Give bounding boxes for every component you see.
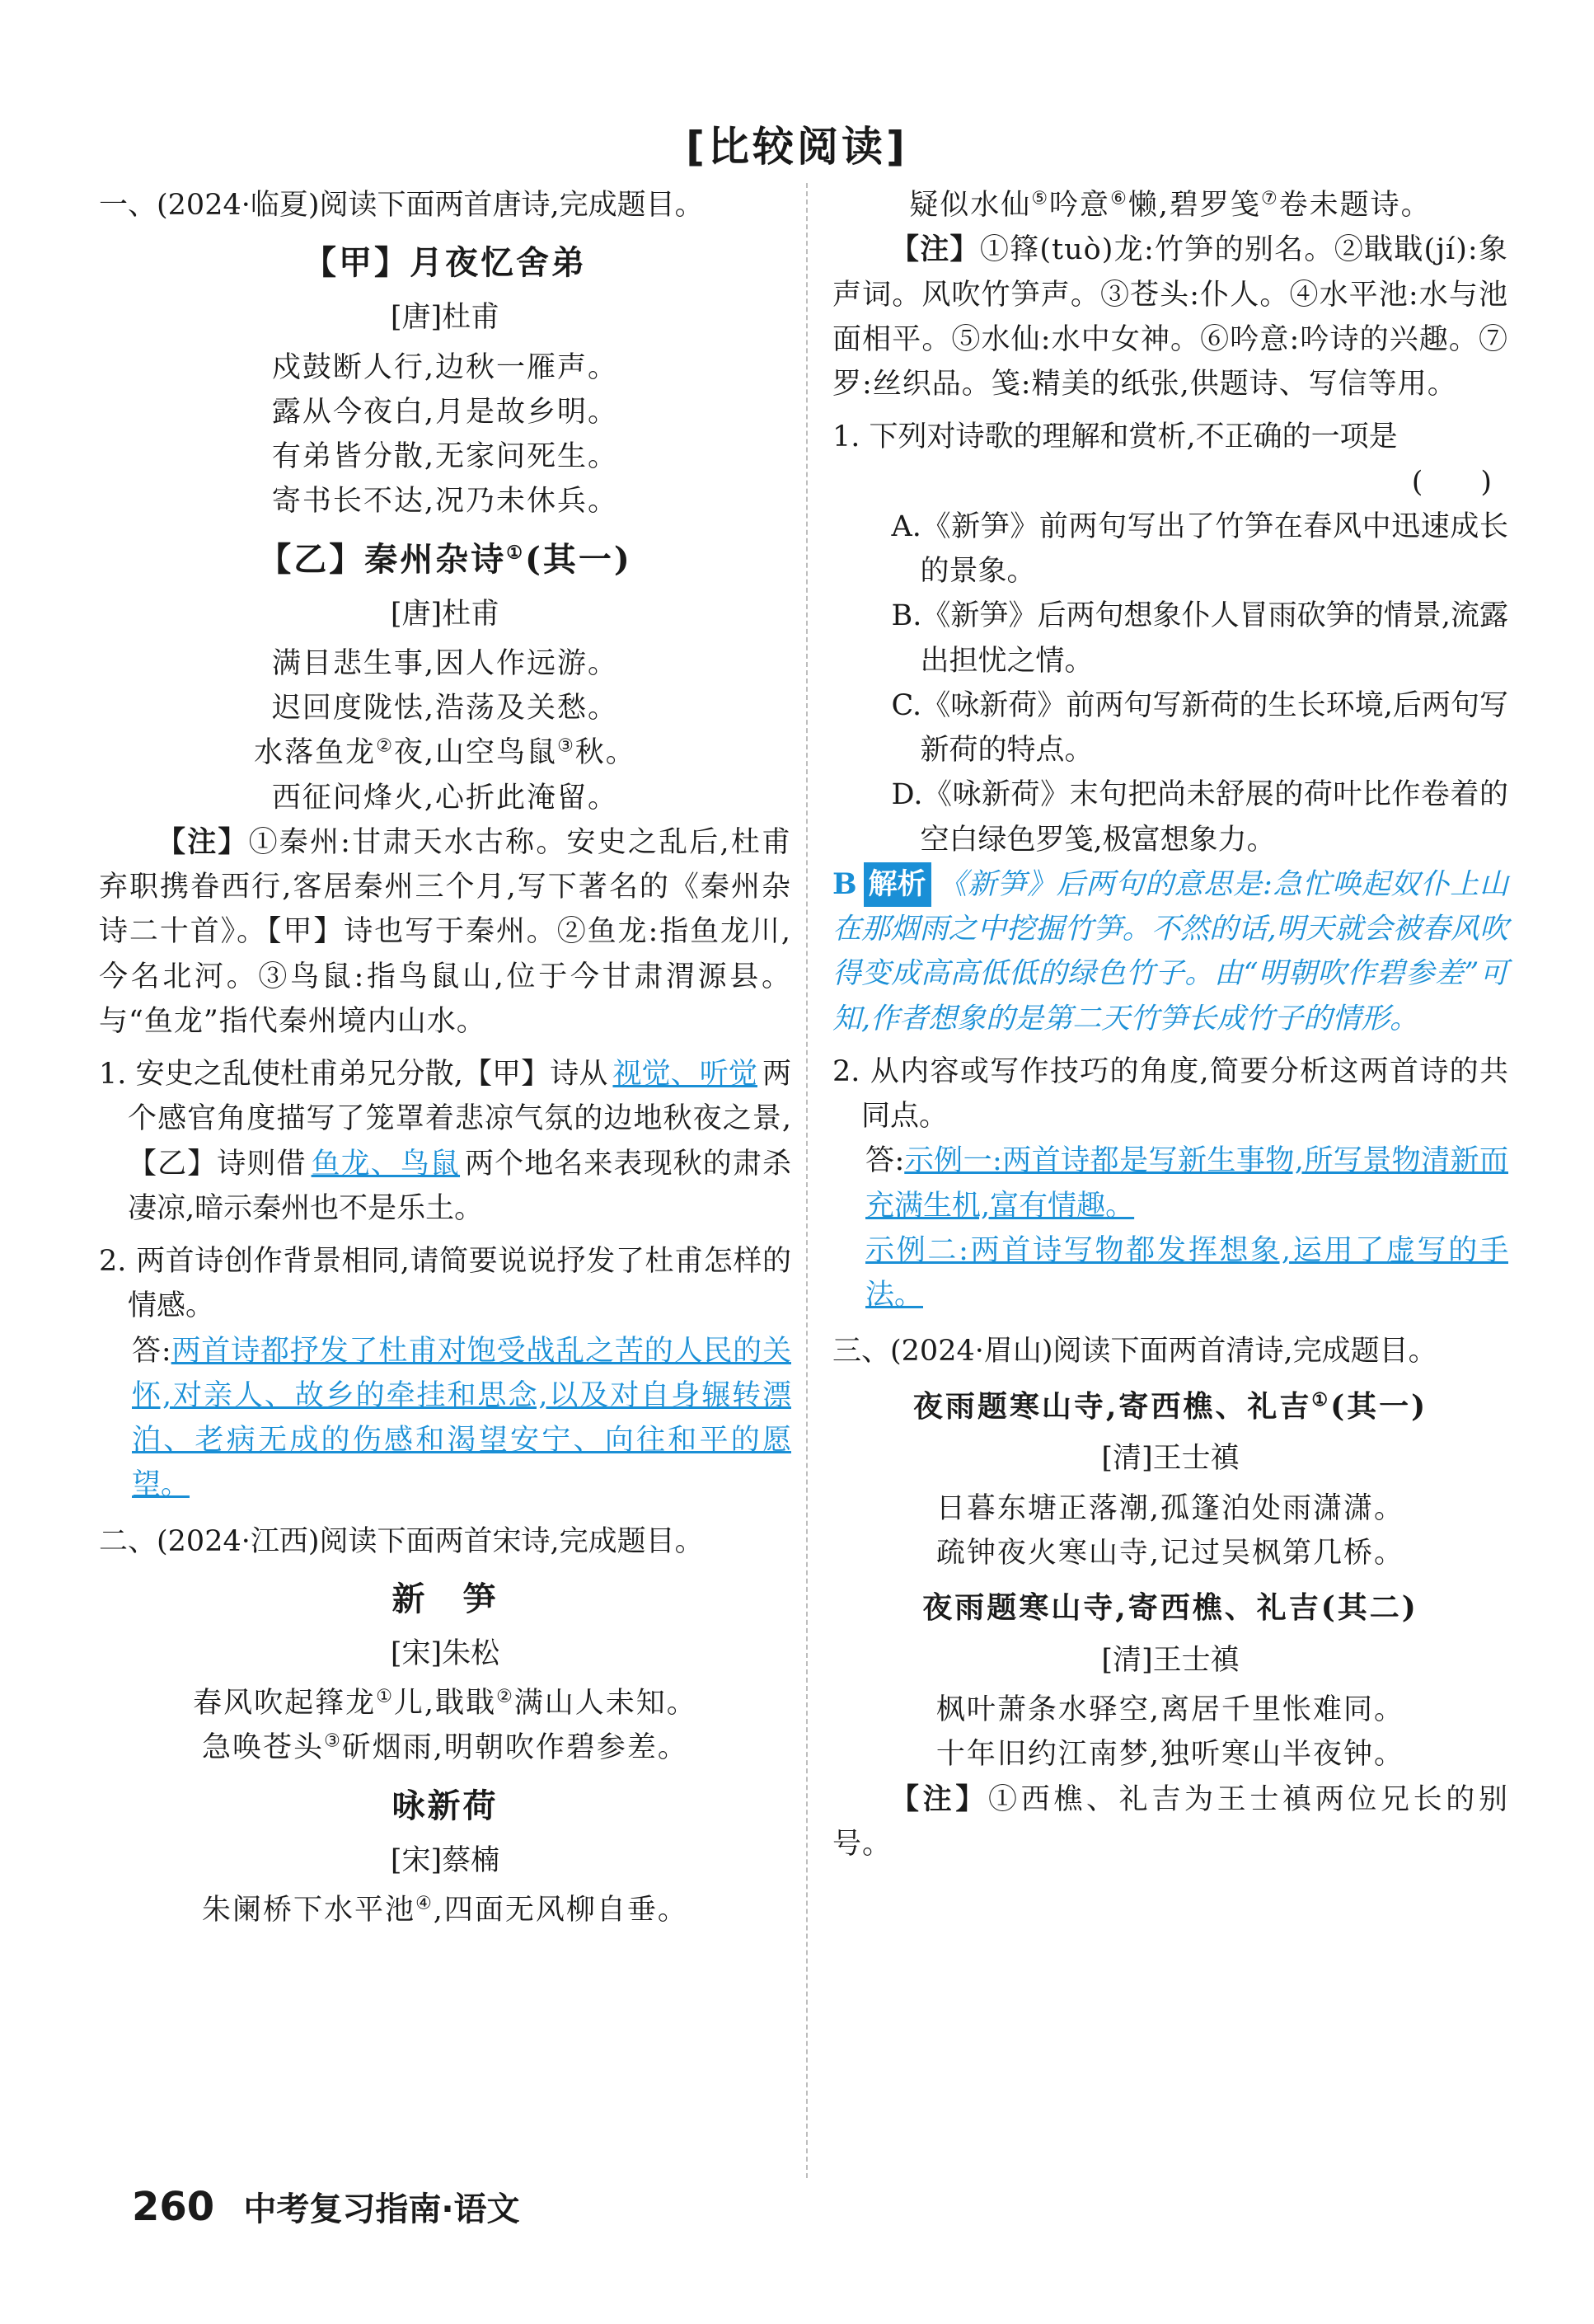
section-3-heading: 三、(2024·眉山)阅读下面两首清诗,完成题目。 [832,1335,1437,1369]
poem-d-author: [宋]蔡楠 [390,1843,500,1877]
poem-e-title: 夜雨题寒山寺,寄西樵、礼吉①(其一) [912,1388,1428,1424]
poem-b-line: 迟回度陇怯,浩荡及关愁。 [271,692,619,725]
answer-parentheses: ( ) [1411,465,1492,499]
question-2: 2. 两首诗创作背景相同,请简要说说抒发了杜甫怎样的情感。 [99,1245,791,1323]
poem-f-line: 枫叶萧条水驿空,离居千里怅难同。 [935,1693,1405,1727]
question-1: 1. 安史之乱使杜甫弟兄分散,【甲】诗从 视觉、听觉 两个感官角度描写了笼罩着悲凉气氛的边地秋夜之景,【乙】诗则借 鱼龙、鸟鼠 两个地名来表现秋的肃杀凄凉,暗示秦州也不是乐土。 [99,1058,791,1225]
left-column [99,183,791,1932]
poem-c-line: 急唤苍头③斫烟雨,明朝吹作碧参差。 [202,1730,688,1765]
note-2: 【注】①箨(tuò)龙:竹笋的别名。②戢戢(jí):象声词。风吹竹笋声。③苍头:仆人。④水平池:水与池面相平。⑤水仙:水中女神。⑥吟意:吟诗的兴趣。⑦罗:丝织品。笺:精美的纸张,供题诗、写信等用。 [832,232,1508,401]
poem-a-line: 戍鼓断人行,边秋一雁声。 [271,350,619,384]
poem-b-line: 满目悲生事,因人作远游。 [271,646,619,680]
question-4: 2. 从内容或写作技巧的角度,简要分析这两首诗的共同点。 [832,1054,1508,1133]
poem-e-line: 疏钟夜火寒山寺,记过吴枫第几桥。 [935,1536,1405,1570]
poem-d-title: 咏新荷 [391,1786,499,1825]
poem-b-line: 西征问烽火,心折此淹留。 [271,781,619,815]
answer-blank: 视觉、听觉 [612,1058,757,1091]
right-column [832,183,1508,1866]
note-1: 【注】①秦州:甘肃天水古称。安史之乱后,杜甫弃职携眷西行,客居秦州三个月,写下著名的《秦州杂诗二十首》。【甲】诗也写于秦州。②鱼龙:指鱼龙川,今名北河。③鸟鼠:指鸟鼠山,位于今甘肃渭源县。与“鱼龙”指代秦州境内山水。 [99,824,791,1038]
question-3: 1. 下列对诗歌的理解和赏析,不正确的一项是 [832,420,1398,454]
poem-b-line: 水落鱼龙②夜,山空鸟鼠③秋。 [254,735,636,770]
poem-b-author: [唐]杜甫 [390,597,500,631]
poem-f-title: 夜雨题寒山寺,寄西樵、礼吉(其二) [922,1590,1418,1626]
note-3: 【注】①西樵、礼吉为王士禛两位兄长的别号。 [832,1782,1508,1861]
poem-f-line: 十年旧约江南梦,独听寒山半夜钟。 [935,1738,1405,1772]
analysis-tag: 解析 [864,862,931,907]
poem-c-title: 新 笋 [391,1579,499,1618]
answer-2: 答:两首诗都抒发了杜甫对饱受战乱之苦的人民的关怀,对亲人、故乡的牵挂和思念,以及对自身辗转漂泊、老病无成的伤感和渴望安宁、向往和平的愿望。 [132,1334,791,1502]
page-number: 260 [132,2184,215,2230]
poem-a-line: 露从今夜白,月是故乡明。 [271,395,619,429]
poem-c-line: 春风吹起箨龙①儿,戢戢②满山人未知。 [193,1686,697,1720]
poem-f-author: [清]王士禛 [1101,1643,1240,1677]
column-divider [806,183,808,2178]
analysis-3: B 解析 《新笋》后两句的意思是:急忙唤起奴仆上山在那烟雨之中挖掘竹笋。不然的话,明天就会被春风吹得变成高高低低的绿色竹子。由“明朝吹作碧参差”可知,作者想象的是第二天竹笋长成竹子的情形。 [832,862,1508,1041]
poem-a-title: 【甲】月夜忆舍弟 [303,243,587,283]
option-c: C.《咏新荷》前两句写新荷的生长环境,后两句写新荷的特点。 [891,688,1508,767]
poem-e-author: [清]王士禛 [1101,1442,1240,1476]
poem-b-title: 【乙】秦州杂诗①(其一) [258,539,632,579]
option-d: D.《咏新荷》末句把尚未舒展的荷叶比作卷着的空白绿色罗笺,极富想象力。 [891,778,1508,857]
option-a: A.《新笋》前两句写出了竹笋在春风中迅速成长的景象。 [891,509,1508,588]
poem-a-line: 寄书长不达,况乃未休兵。 [271,485,619,519]
poem-c-author: [宋]朱松 [390,1636,500,1670]
section-1-heading: 一、(2024·临夏)阅读下面两首唐诗,完成题目。 [99,189,704,222]
poem-d-line: 疑似水仙⑤吟意⑥懒,碧罗笺⑦卷未题诗。 [909,188,1432,222]
poem-a-line: 有弟皆分散,无家问死生。 [271,440,619,473]
page-footer [132,2176,520,2237]
book-title: 中考复习指南·语文 [243,2190,520,2228]
poem-d-line: 朱阑桥下水平池④,四面无风柳自垂。 [202,1893,688,1927]
section-2-heading: 二、(2024·江西)阅读下面两首宋诗,完成题目。 [99,1524,704,1558]
answer-4: 答:示例一:两首诗都是写新生事物,所写景物清新而充满生机,富有情趣。 示例二:两首诗写物都发挥想象,运用了虚写的手法。 [865,1144,1509,1312]
poem-e-line: 日暮东塘正落潮,孤篷泊处雨潇潇。 [935,1491,1405,1525]
poem-a-author: [唐]杜甫 [390,301,500,335]
answer-blank: 鱼龙、鸟鼠 [311,1147,461,1181]
section-header: [比较阅读] [686,123,908,171]
option-b: B.《新笋》后两句想象仆人冒雨砍笋的情景,流露出担忧之情。 [891,599,1508,678]
